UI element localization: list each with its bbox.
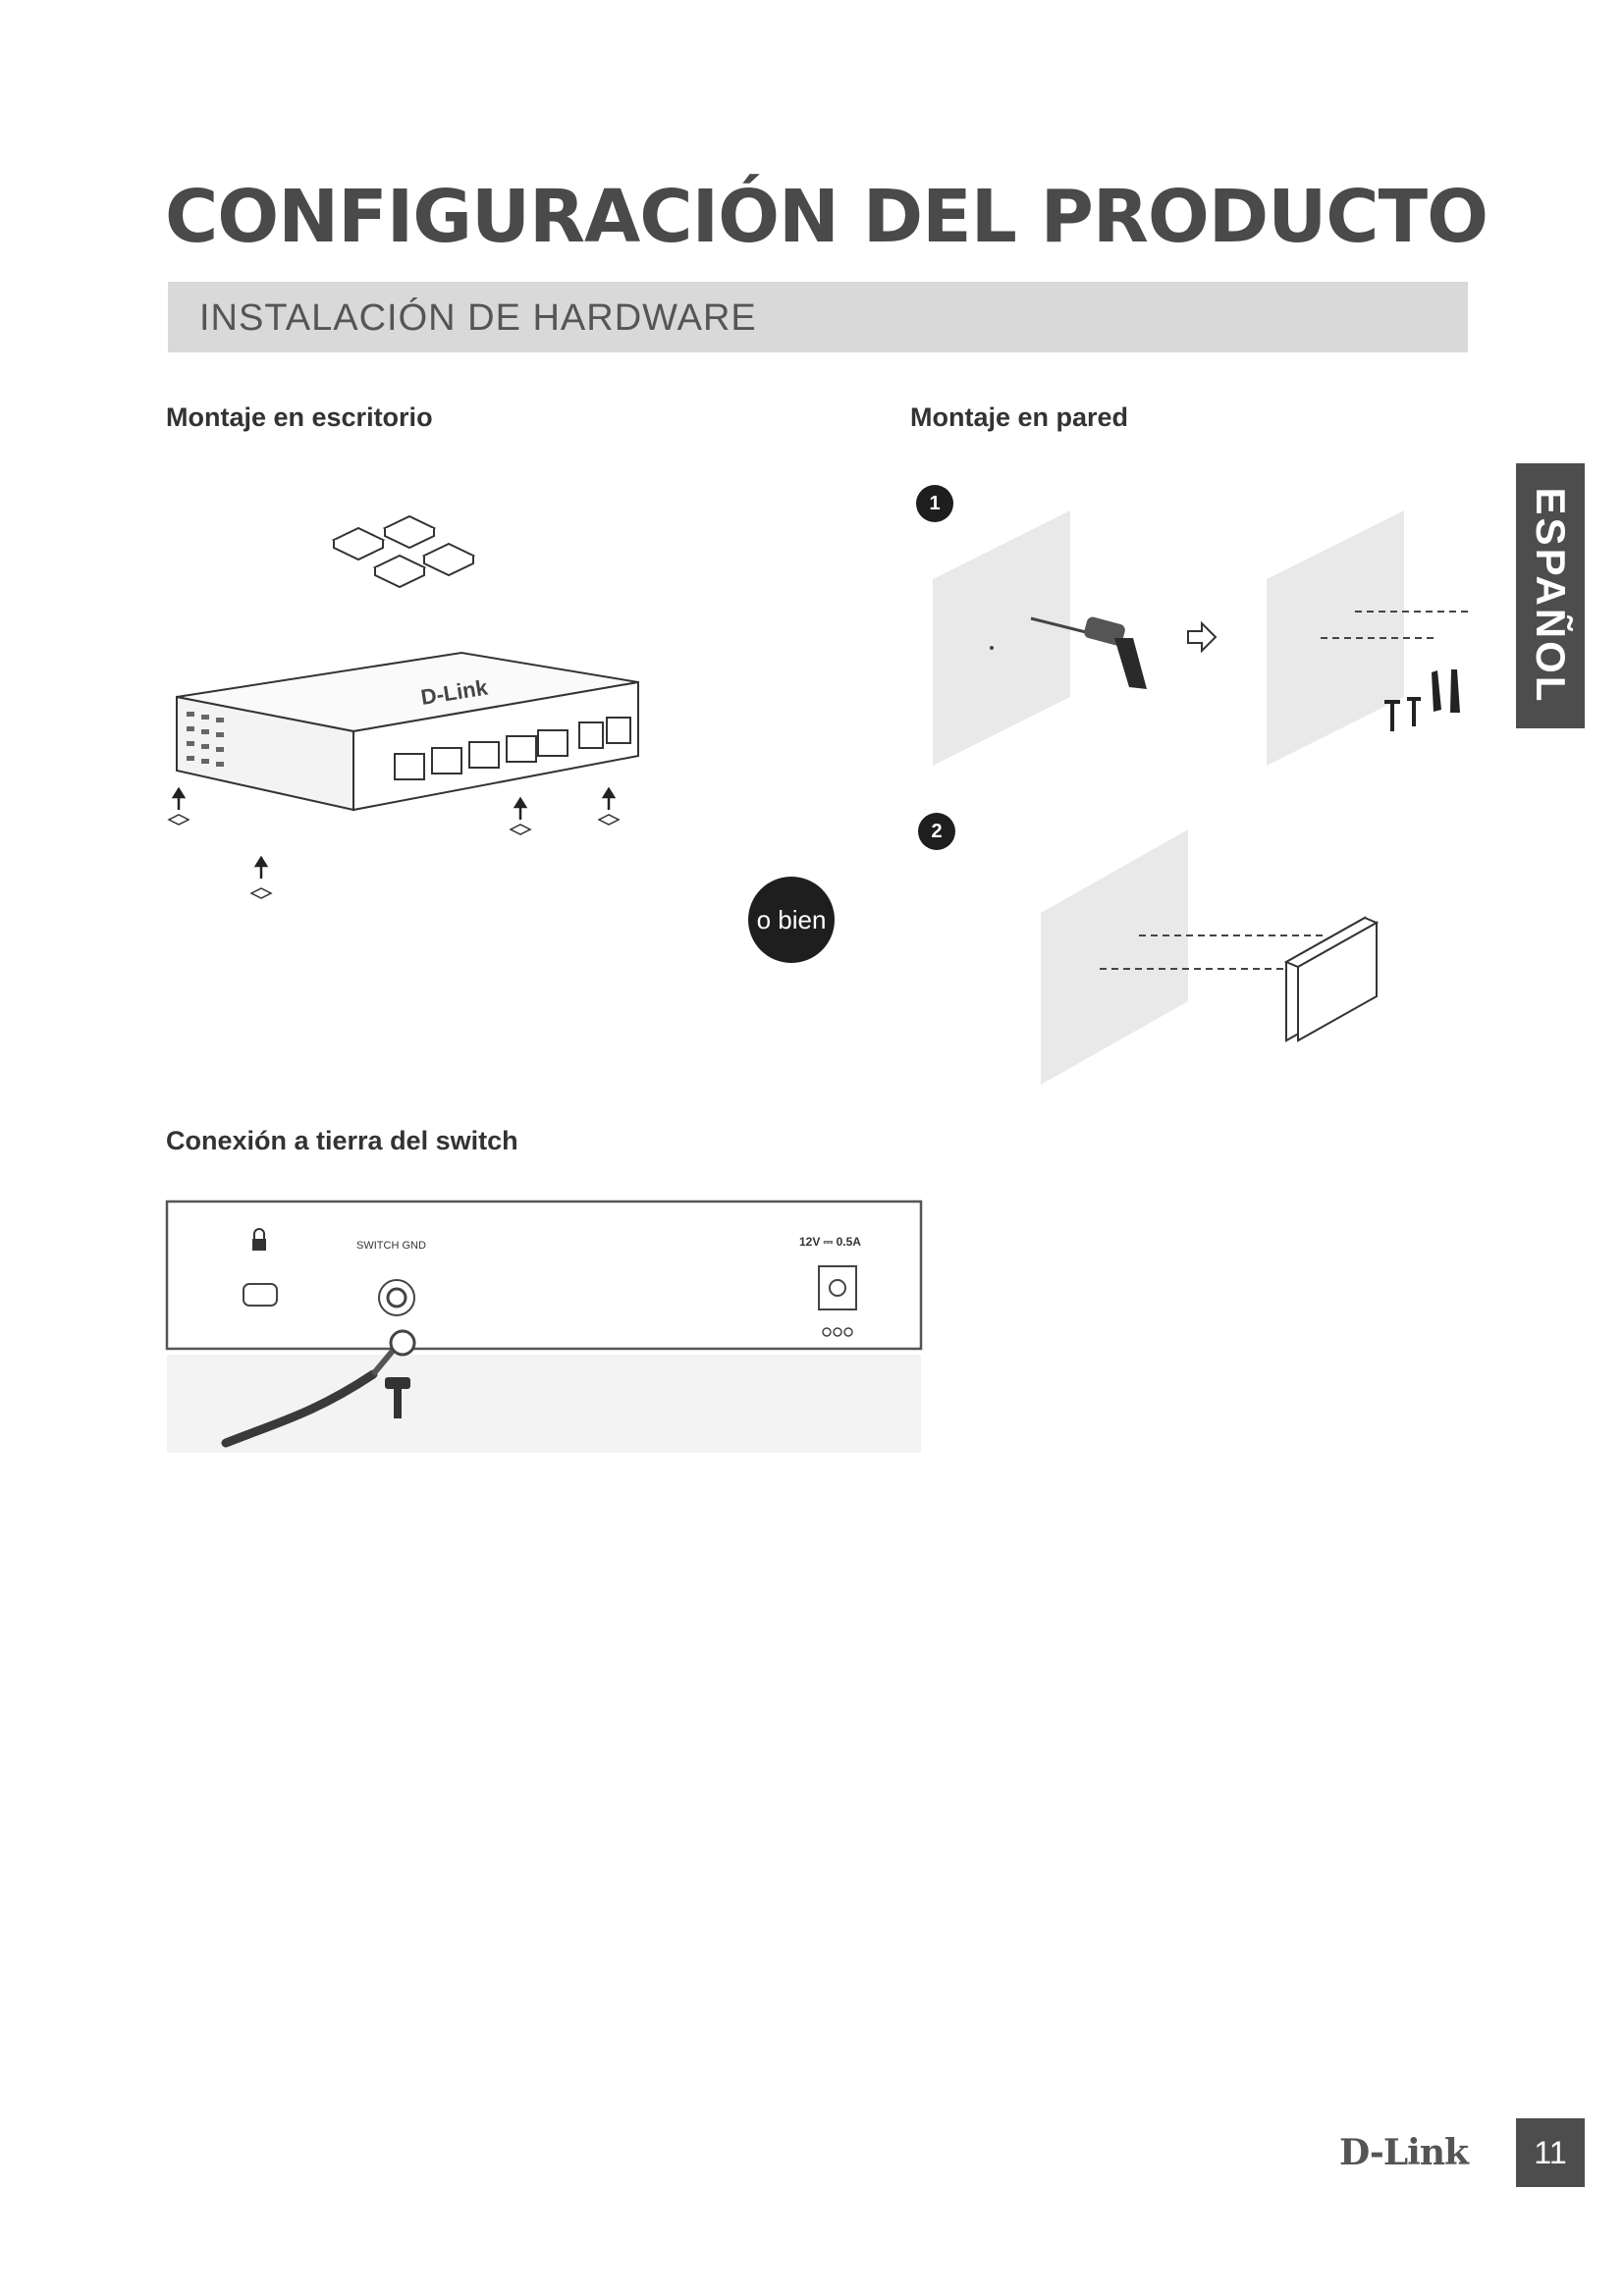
- step-1-badge: 1: [916, 485, 953, 522]
- page-number: 11: [1516, 2118, 1585, 2187]
- wall-mount-step1-illustration: [923, 501, 1492, 775]
- wall-mount-heading: Montaje en pared: [910, 402, 1129, 432]
- next-arrow-icon: [1188, 623, 1216, 651]
- desktop-mount-illustration: [157, 491, 668, 923]
- feet-placement: [169, 815, 619, 898]
- rear-panel: [167, 1201, 921, 1349]
- language-tab: [1516, 463, 1585, 728]
- rubber-foot: [385, 516, 434, 548]
- device-logo: D-Link: [418, 674, 490, 710]
- section-title: INSTALACIÓN DE HARDWARE: [199, 297, 757, 339]
- switch-gnd-label: SWITCH GND: [356, 1240, 426, 1252]
- wall-mount-step2-illustration: [1021, 815, 1434, 1090]
- or-badge: o bien: [748, 877, 835, 963]
- page-title: CONFIGURACIÓN DEL PRODUCTO: [165, 175, 1488, 259]
- wall-panel: [933, 510, 1070, 766]
- section-header-bar: [168, 282, 1468, 352]
- rubber-feet-group: [334, 516, 473, 587]
- power-rating-label: 12V ⎓ 0.5A: [799, 1235, 861, 1249]
- ground-screw-terminal: [379, 1280, 414, 1315]
- security-slot: [244, 1284, 277, 1306]
- wall-panel: [1041, 829, 1188, 1085]
- rubber-foot: [375, 556, 424, 587]
- switch-device: [177, 653, 638, 810]
- rubber-foot: [424, 544, 473, 575]
- desktop-mount-heading: Montaje en escritorio: [166, 402, 433, 432]
- power-jack: [819, 1266, 856, 1309]
- drill-hole: [990, 646, 994, 650]
- rear-shadow: [167, 1355, 921, 1453]
- switch-wall-mounted: [1286, 918, 1377, 1041]
- language-label: ESPAÑOL: [1528, 487, 1574, 705]
- grounding-illustration: [157, 1188, 933, 1453]
- rubber-foot: [334, 528, 383, 560]
- step-2-badge: 2: [918, 813, 955, 850]
- brand-logo: D-Link: [1339, 2132, 1468, 2173]
- grounding-heading: Conexión a tierra del switch: [166, 1126, 518, 1155]
